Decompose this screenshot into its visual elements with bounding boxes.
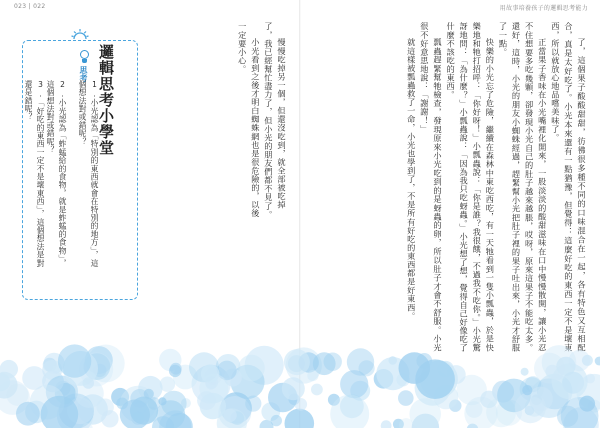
- thinking-label: [78, 50, 91, 82]
- bubble: [238, 355, 265, 382]
- bubble: [148, 397, 161, 410]
- bubble: [347, 348, 374, 375]
- left-page-body: [148, 22, 288, 222]
- bubble: [569, 350, 590, 371]
- bubble: [16, 402, 40, 426]
- bubble: [522, 385, 532, 395]
- bubble: [585, 374, 595, 384]
- bubble: [285, 409, 315, 428]
- bubble: [381, 420, 392, 428]
- paragraph: 快樂的小光忘了危險，繼續在森林中東吃西吃，有一天牠看到一隻小瓢蟲，於是快樂地和牠打招呼：「你好呀！」小瓢蟲說：「你是誰？我很餓，不過我不吃你。」小光驚訝地問：「為什麼？」小瓢蟲說：「因為我只吃蚜蟲。」小光想了想，覺得自己好像吃了什麼不該吃的東西。: [446, 22, 496, 352]
- thinking-question-1: 1.小光認為「特別的東西就會在特別的地方」，這個想法對或錯呢？: [78, 80, 99, 268]
- bubble: [58, 344, 91, 377]
- bubble: [284, 349, 310, 375]
- bubble-border-decoration: [0, 330, 600, 428]
- bubble: [116, 398, 128, 410]
- bubble: [245, 396, 261, 412]
- bubble: [521, 368, 529, 376]
- paragraph: 瓢蟲趕緊幫牠檢查，發現原來小光吃到的是蚜蟲的卵，所以肚子才會不舒服。小光很不好意思地說：「謝謝！」: [419, 22, 443, 352]
- thinking-label-text: 思考: [79, 66, 89, 82]
- page-numbers: 023 | 022: [14, 3, 46, 10]
- bubble: [169, 365, 181, 377]
- bubble: [399, 352, 431, 384]
- bubble: [223, 409, 236, 422]
- running-title: 用故事培養孩子的邏輯思考能力: [499, 5, 588, 12]
- paragraph: 了，這個果子酸酸甜甜，彷彿很多種不同的口味混合在一起，各有特色又互相配合，真是太好吃了。小光本來還有一點猶豫，但覺得：這麼好吃的東西一定不是壞東西，所以就放心地品嚐美味了。: [550, 22, 587, 352]
- bubble: [579, 396, 595, 412]
- lightbulb-icon: [78, 50, 91, 64]
- paragraph: 慢慢吃掉另一個，但還沒吃到，就全部被吃掉了，我已經幫忙盡力了，但小光的朋友們都不見了。: [263, 22, 287, 219]
- bubble: [307, 370, 318, 381]
- bubble: [398, 390, 414, 406]
- paragraph: 正當果子香味在小光嘴裡化開來，一股淡淡的酸甜滋味在口中慢慢散開，讓小光忍不住想要多吃幾顆，卻發現小光自己的肚子越來越脹，哎呀，原來這果子不能吃太多。還好，這時，小光的朋友小蜘蛛經過，趕緊幫小光把肚子裡的果子吐出來，小光才舒服了一點。: [498, 22, 548, 352]
- bubble: [197, 391, 216, 410]
- paragraph: 就這樣被瓢蟲救了一命，小光也學到了，不是所有好吃的東西都是好東西。: [406, 38, 417, 321]
- bubble: [201, 364, 220, 383]
- bubble: [595, 357, 600, 366]
- paragraph: 小光看到之後才明白蜘蛛網也是很危險的，以後一定要小心。: [237, 22, 261, 218]
- sun-icon: [71, 28, 89, 40]
- bubble: [534, 353, 565, 384]
- bubble: [101, 410, 118, 427]
- bubble: [282, 377, 305, 400]
- bubble: [160, 377, 175, 392]
- right-page-body: [326, 22, 588, 352]
- thinking-box-title: 邏輯思考小學堂: [97, 44, 115, 156]
- thinking-question-2: 2.小光認為「蚱蜢給的食物，就是蚱蜢的食物」，這個想法對或錯呢？: [46, 80, 67, 268]
- bubble: [515, 392, 546, 423]
- bubble: [311, 384, 323, 396]
- thinking-question-3: 3.「好吃的東西一定不是壞東西」，這個想法是對還是錯呢？: [24, 80, 45, 268]
- bubble: [161, 391, 186, 416]
- bubble: [271, 415, 282, 426]
- bubble: [75, 379, 104, 408]
